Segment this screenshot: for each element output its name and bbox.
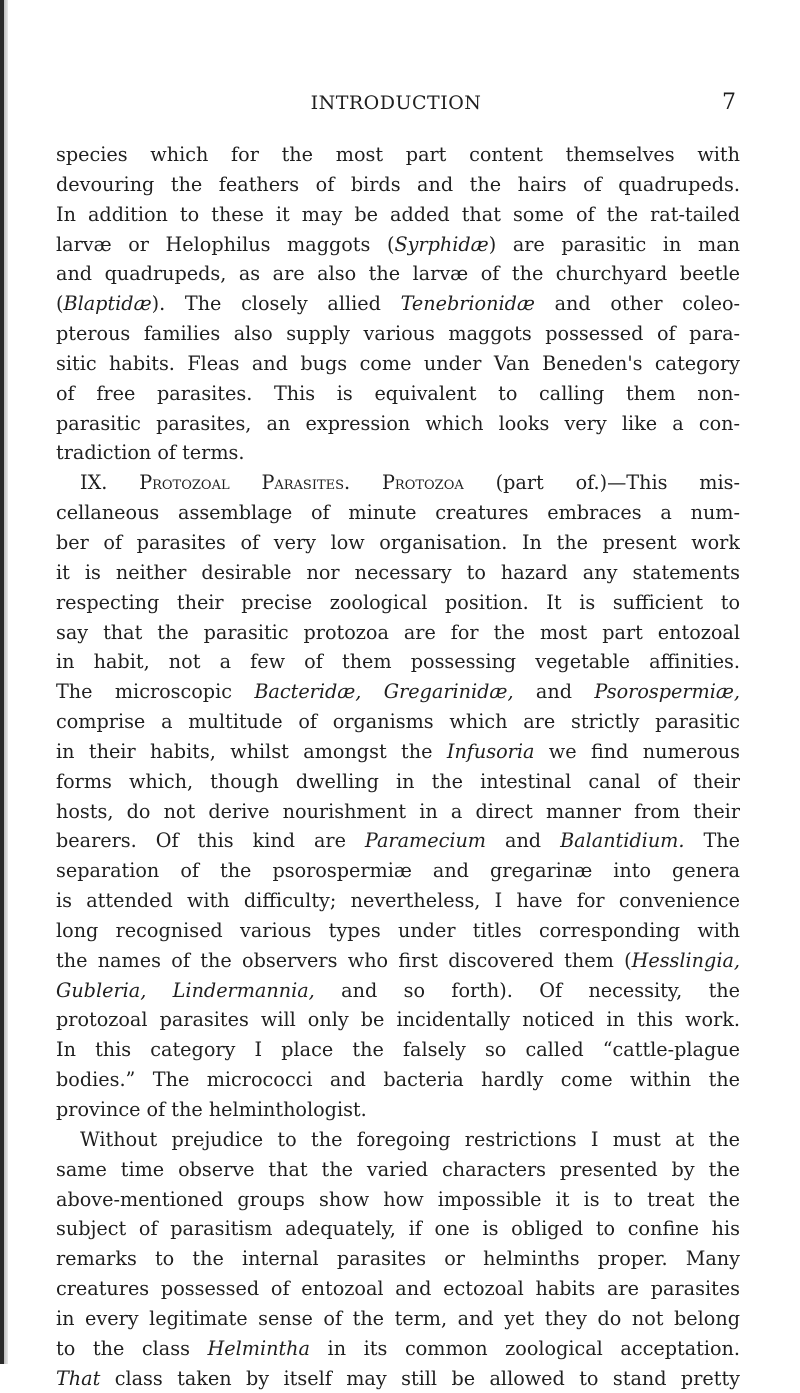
text-line (56, 140, 740, 170)
text-line (56, 767, 740, 797)
page-header (56, 92, 736, 124)
italic-text: Bacteridæ, Gregarinidæ, (254, 680, 514, 704)
text-line (56, 737, 740, 767)
text-line (56, 1095, 740, 1125)
text-line (56, 349, 740, 379)
text-line (56, 438, 740, 468)
text-segment: to the class (56, 1336, 208, 1360)
text-segment: remarks to the internal parasites or helminths proper. Many (56, 1247, 740, 1271)
italic-text: Helmintha (207, 1336, 310, 1360)
text-line (56, 200, 740, 230)
text-segment: cellaneous assemblage of minute creatures embraces a num- (56, 501, 740, 525)
text-line (56, 976, 740, 1006)
italic-text: Tenebrionidæ (400, 292, 535, 316)
text-line (56, 558, 740, 588)
text-line (56, 946, 740, 976)
text-line (56, 916, 740, 946)
text-line (56, 1214, 740, 1244)
text-segment: ). The closely allied (151, 292, 401, 316)
text-line (56, 826, 740, 856)
text-segment: it is neither desirable nor necessary to hazard any statements (56, 560, 740, 584)
text-line (56, 647, 740, 677)
text-line (56, 1334, 740, 1364)
italic-text: Hesslingia, (631, 948, 740, 972)
text-segment: and (486, 829, 561, 853)
text-segment: species which for the most part content themselves with (56, 143, 740, 166)
text-line (56, 856, 740, 886)
text-segment (350, 471, 382, 494)
text-line (56, 1185, 740, 1215)
italic-text: Infusoria (446, 739, 535, 763)
text-segment: forms which, though dwelling in the intestinal canal of their (56, 769, 740, 793)
text-segment: and other coleo- (534, 292, 740, 316)
text-line (56, 528, 740, 558)
text-segment: and so forth). Of necessity, the (314, 978, 740, 1002)
text-segment: IX. (80, 471, 140, 495)
text-segment: bodies.” The micrococci and bacteria hardly come within the (56, 1068, 740, 1092)
text-segment: ber of parasites of very low organisation. In the present work (56, 530, 740, 554)
text-segment: The (684, 829, 740, 853)
text-segment: class taken by itself may still be allowed to stand pretty (100, 1366, 740, 1390)
small-caps-text: Protozoal Parasites. (139, 471, 351, 495)
text-segment: of free parasites. This is equivalent to calling them non- (56, 381, 740, 405)
text-line (56, 1125, 740, 1155)
text-segment: sitic habits. Fleas and bugs come under Van Beneden's category (56, 351, 740, 375)
italic-text: Blaptidæ (63, 292, 152, 316)
small-caps-text: Protozoa (382, 471, 464, 495)
text-line (56, 1244, 740, 1274)
text-segment: province of the helminthologist. (56, 1098, 367, 1121)
text-segment: tradiction of terms. (56, 441, 245, 465)
text-line (56, 1304, 740, 1334)
text-segment: the names of the observers who first discovered them ( (56, 948, 632, 972)
page-number: 7 (722, 90, 736, 115)
text-line (56, 170, 740, 200)
text-segment: ) are parasitic in man (488, 232, 740, 256)
running-title: INTRODUCTION (310, 92, 482, 114)
text-line (56, 677, 740, 707)
text-line (56, 618, 740, 648)
text-segment: same time observe that the varied characters presented by the (56, 1157, 740, 1181)
book-spine-edge (0, 0, 8, 1364)
text-segment: In addition to these it may be added that some of the rat-tailed (56, 202, 740, 226)
text-line (56, 797, 740, 827)
text-segment: we find numerous (534, 739, 740, 763)
text-segment: protozoal parasites will only be incidentally noticed in this work. (56, 1008, 740, 1032)
text-line (56, 588, 740, 618)
body-text (56, 140, 740, 1393)
text-segment: subject of parasitism adequately, if one is obliged to confine his (56, 1217, 740, 1241)
italic-text: Balantidium. (560, 829, 685, 853)
text-segment: creatures possessed of entozoal and ectozoal habits are parasites (56, 1277, 740, 1301)
text-segment: and (513, 680, 595, 704)
text-segment: is attended with difficulty; nevertheless, I have for convenience (56, 889, 740, 913)
italic-text: Paramecium (364, 829, 487, 853)
text-segment: in their habits, whilst amongst the (56, 739, 447, 763)
text-segment: say that the parasitic protozoa are for the most part entozoal (56, 620, 740, 644)
text-segment: devouring the feathers of birds and the hairs of quadrupeds. (56, 172, 740, 196)
text-line (56, 498, 740, 528)
text-line (56, 319, 740, 349)
italic-text: That (56, 1366, 101, 1390)
text-segment: (part of.)—This mis- (463, 471, 740, 495)
text-line (56, 886, 740, 916)
text-line (56, 468, 740, 498)
text-segment: bearers. Of this kind are (56, 829, 365, 853)
text-line (56, 1155, 740, 1185)
text-segment: ( (56, 292, 64, 316)
italic-text: Psorospermiæ, (594, 680, 740, 704)
text-line (56, 379, 740, 409)
text-line (56, 1065, 740, 1095)
text-segment: hosts, do not derive nourishment in a direct manner from their (56, 799, 740, 823)
italic-text: Gubleria, Lindermannia, (56, 978, 315, 1002)
text-segment: in its common zoological acceptation. (309, 1336, 740, 1360)
text-segment: In this category I place the falsely so called “cattle-plague (56, 1038, 740, 1062)
italic-text: Syrphidæ (394, 232, 489, 256)
text-segment: in every legitimate sense of the term, and yet they do not belong (56, 1306, 740, 1330)
text-segment: larvæ or Helophilus maggots ( (56, 232, 395, 256)
text-line (56, 1005, 740, 1035)
text-segment: above-mentioned groups show how impossible it is to treat the (56, 1187, 740, 1211)
text-segment: separation of the psorospermiæ and gregarinæ into genera (56, 859, 740, 883)
text-segment: in habit, not a few of them possessing vegetable affinities. (56, 650, 740, 674)
text-line (56, 259, 740, 289)
text-segment: pterous families also supply various maggots possessed of para- (56, 322, 740, 346)
text-segment: and quadrupeds, as are also the larvæ of the churchyard beetle (56, 262, 740, 286)
text-line (56, 289, 740, 319)
text-line (56, 1035, 740, 1065)
text-segment: respecting their precise zoological position. It is sufficient to (56, 590, 740, 614)
text-line (56, 1274, 740, 1304)
text-segment: parasitic parasites, an expression which looks very like a con- (56, 411, 740, 435)
text-segment: long recognised various types under titles corresponding with (56, 918, 740, 942)
text-segment: The microscopic (56, 680, 255, 704)
text-line (56, 230, 740, 260)
text-line (56, 409, 740, 439)
text-line (56, 707, 740, 737)
text-line (56, 1364, 740, 1393)
text-segment: Without prejudice to the foregoing restrictions I must at the (80, 1127, 740, 1151)
text-segment: comprise a multitude of organisms which are strictly parasitic (56, 710, 740, 734)
